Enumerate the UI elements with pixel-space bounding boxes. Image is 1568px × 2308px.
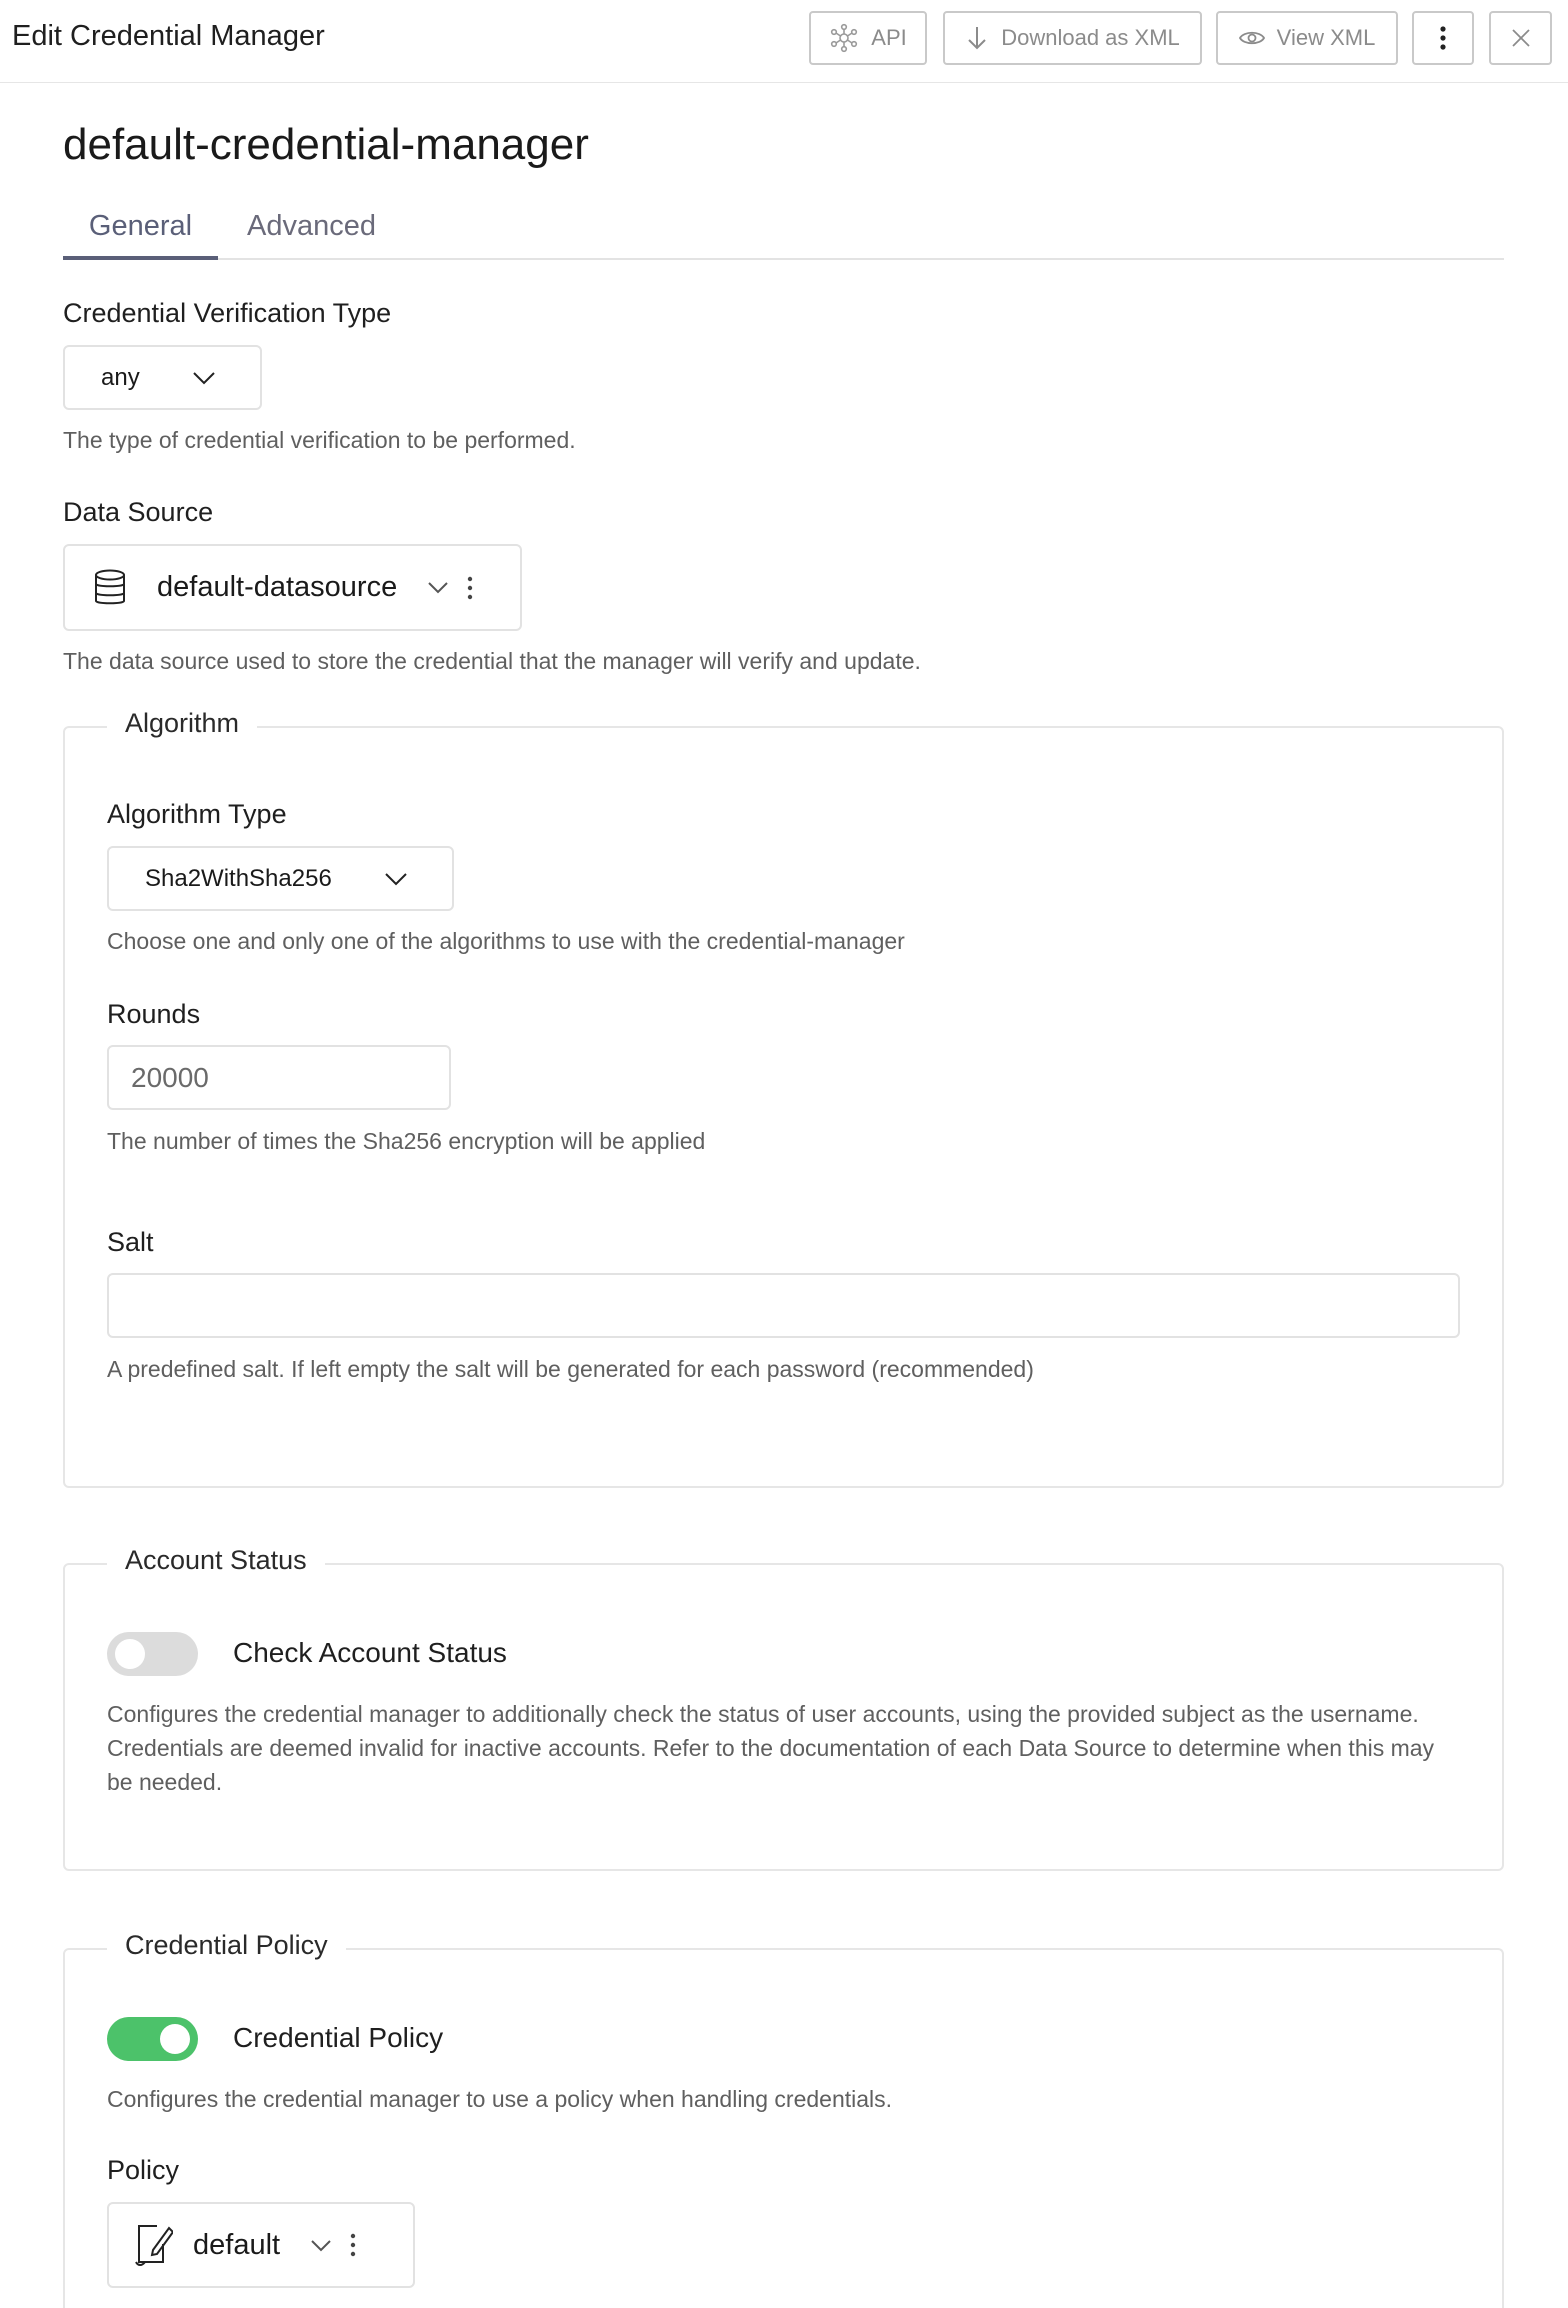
- credential-policy-legend: Credential Policy: [107, 1930, 346, 1961]
- algorithm-legend: Algorithm: [107, 708, 257, 739]
- more-options-button[interactable]: [1412, 11, 1474, 65]
- salt-input[interactable]: [107, 1273, 1460, 1338]
- rounds-input[interactable]: 20000: [107, 1045, 451, 1110]
- download-arrow-icon: [965, 25, 989, 51]
- credential-policy-toggle[interactable]: [107, 2017, 198, 2061]
- more-vertical-icon[interactable]: [467, 576, 473, 600]
- page-title: default-credential-manager: [63, 120, 589, 169]
- verification-type-label: Credential Verification Type: [63, 298, 392, 328]
- tab-advanced[interactable]: Advanced: [247, 210, 376, 242]
- api-label: API: [871, 25, 907, 50]
- chevron-down-icon: [310, 2239, 332, 2252]
- account-status-legend: Account Status: [107, 1545, 325, 1576]
- verification-type-select[interactable]: [63, 345, 262, 410]
- window-title: Edit Credential Manager: [12, 20, 325, 52]
- chevron-down-icon: [192, 371, 216, 385]
- salt-label: Salt: [107, 1227, 154, 1257]
- account-status-hint: Configures the credential manager to additionally check the status of user accounts, using the provided subject as the username. Credentials are deemed invalid for inactive accounts. Refer to the documentation of each Data Source to determine when this may be needed.: [107, 1701, 1435, 1795]
- verification-type-hint: The type of credential verification to be performed.: [63, 427, 576, 453]
- credential-policy-toggle-label: Credential Policy: [233, 2022, 444, 2053]
- tab-general[interactable]: General: [63, 200, 218, 260]
- check-account-status-toggle[interactable]: [107, 1632, 198, 1676]
- check-account-status-label: Check Account Status: [233, 1637, 507, 1668]
- salt-hint: A predefined salt. If left empty the salt will be generated for each password (recommended): [107, 1356, 1034, 1382]
- download-xml-label: Download as XML: [1001, 25, 1180, 50]
- eye-icon: [1239, 28, 1265, 48]
- algorithm-type-hint: Choose one and only one of the algorithms to use with the credential-manager: [107, 928, 905, 954]
- chevron-down-icon: [384, 872, 408, 886]
- policy-select[interactable]: [107, 2202, 415, 2288]
- download-xml-button[interactable]: [943, 11, 1202, 65]
- toggle-knob: [115, 1639, 145, 1669]
- database-icon: [93, 569, 127, 607]
- close-icon: [1511, 28, 1531, 48]
- algorithm-type-select[interactable]: [107, 846, 454, 911]
- view-xml-label: View XML: [1276, 25, 1376, 50]
- algorithm-type-value: Sha2WithSha256: [145, 864, 332, 892]
- api-icon: [829, 23, 859, 53]
- data-source-hint: The data source used to store the credential that the manager will verify and update.: [63, 648, 921, 674]
- more-vertical-icon[interactable]: [350, 2233, 356, 2257]
- chevron-down-icon: [427, 581, 449, 594]
- credential-policy-hint: Configures the credential manager to use a policy when handling credentials.: [107, 2086, 893, 2112]
- api-button[interactable]: [809, 11, 927, 65]
- rounds-label: Rounds: [107, 999, 201, 1029]
- algorithm-type-label: Algorithm Type: [107, 799, 287, 829]
- rounds-hint: The number of times the Sha256 encryption will be applied: [107, 1128, 706, 1154]
- policy-value: default: [193, 2228, 281, 2261]
- toggle-knob: [160, 2024, 190, 2054]
- data-source-select[interactable]: [63, 544, 522, 631]
- edit-document-icon: [133, 2222, 173, 2268]
- more-vertical-icon: [1439, 25, 1447, 51]
- policy-label: Policy: [107, 2155, 180, 2185]
- data-source-value: default-datasource: [157, 571, 398, 603]
- close-button[interactable]: [1489, 11, 1552, 65]
- data-source-label: Data Source: [63, 497, 214, 527]
- top-bar: [0, 0, 1568, 83]
- view-xml-button[interactable]: [1216, 11, 1398, 65]
- verification-type-value: any: [101, 363, 140, 391]
- tab-bar: [63, 200, 1504, 260]
